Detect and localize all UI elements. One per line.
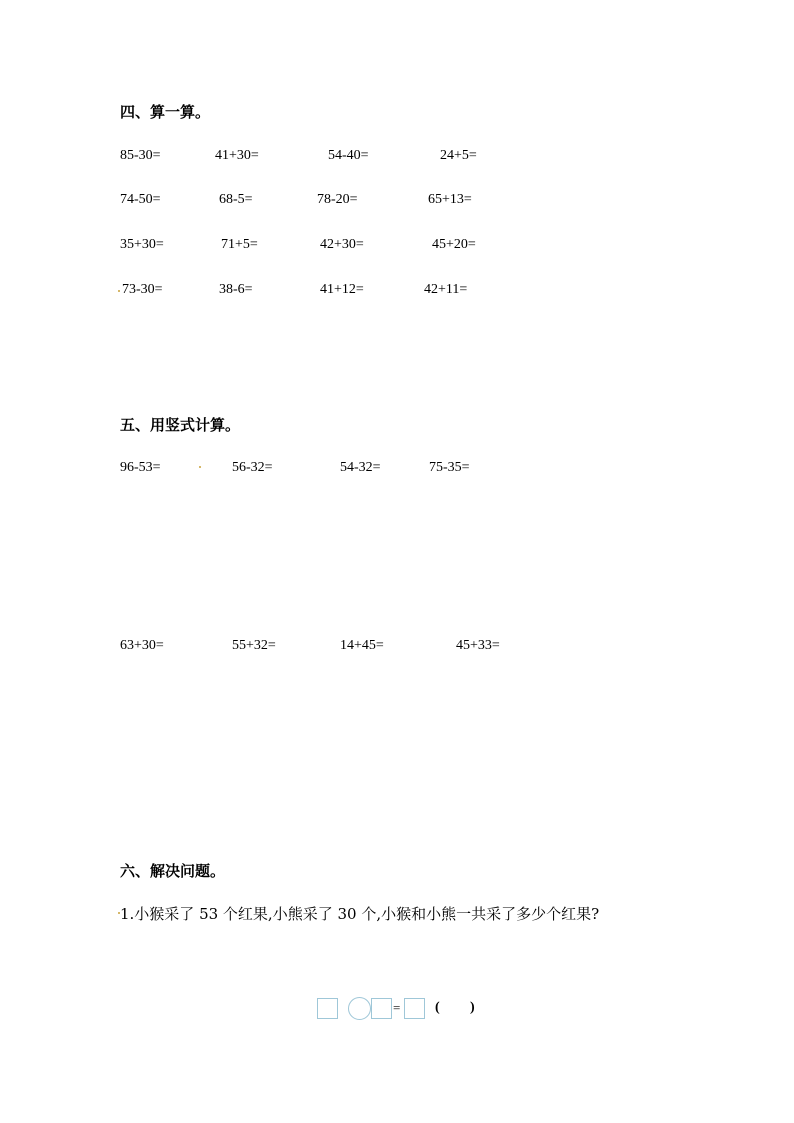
expr-s4-r1-c1: 85-30=: [120, 148, 161, 163]
expr-s4-r1-c2: 41+30=: [215, 148, 259, 163]
paren-open: (: [435, 1000, 440, 1015]
word-problem-1: 1.小猴采了 53 个红果,小熊采了 30 个,小猴和小熊一共采了多少个红果?: [120, 905, 600, 923]
expr-s4-r4-c3: 41+12=: [320, 282, 364, 297]
expr-s4-r1-c3: 54-40=: [328, 148, 369, 163]
section-5-title: 五、用竖式计算。: [120, 416, 241, 434]
expr-s5-r2-c3: 14+45=: [340, 638, 384, 653]
expr-s4-r2-c4: 65+13=: [428, 192, 472, 207]
decorative-dot: [118, 290, 120, 292]
expr-s4-r3-c3: 42+30=: [320, 237, 364, 252]
expr-s4-r4-c1: 73-30=: [122, 282, 163, 297]
expr-s5-r1-c1: 96-53=: [120, 460, 161, 475]
expr-s5-r1-c2: 56-32=: [232, 460, 273, 475]
expr-s5-r2-c4: 45+33=: [456, 638, 500, 653]
expr-s4-r3-c2: 71+5=: [221, 237, 258, 252]
expr-s4-r1-c4: 24+5=: [440, 148, 477, 163]
decorative-dot: [199, 466, 201, 468]
unit-answer-blank[interactable]: [444, 1000, 468, 1018]
expr-s4-r4-c2: 38-6=: [219, 282, 253, 297]
expr-s4-r2-c1: 74-50=: [120, 192, 161, 207]
section-6-title: 六、解决问题。: [120, 862, 226, 880]
expr-s4-r2-c3: 78-20=: [317, 192, 358, 207]
answer-box-3[interactable]: [404, 998, 425, 1019]
answer-box-2[interactable]: [371, 998, 392, 1019]
expr-s4-r2-c2: 68-5=: [219, 192, 253, 207]
expr-s4-r3-c1: 35+30=: [120, 237, 164, 252]
expr-s5-r1-c3: 54-32=: [340, 460, 381, 475]
expr-s4-r4-c4: 42+11=: [424, 282, 468, 297]
answer-box-1[interactable]: [317, 998, 338, 1019]
equals-sign: =: [393, 1000, 401, 1015]
paren-close: ): [470, 1000, 475, 1015]
expr-s4-r3-c4: 45+20=: [432, 237, 476, 252]
operator-circle[interactable]: [348, 997, 371, 1020]
expr-s5-r2-c2: 55+32=: [232, 638, 276, 653]
section-4-title: 四、算一算。: [120, 103, 211, 121]
expr-s5-r2-c1: 63+30=: [120, 638, 164, 653]
expr-s5-r1-c4: 75-35=: [429, 460, 470, 475]
